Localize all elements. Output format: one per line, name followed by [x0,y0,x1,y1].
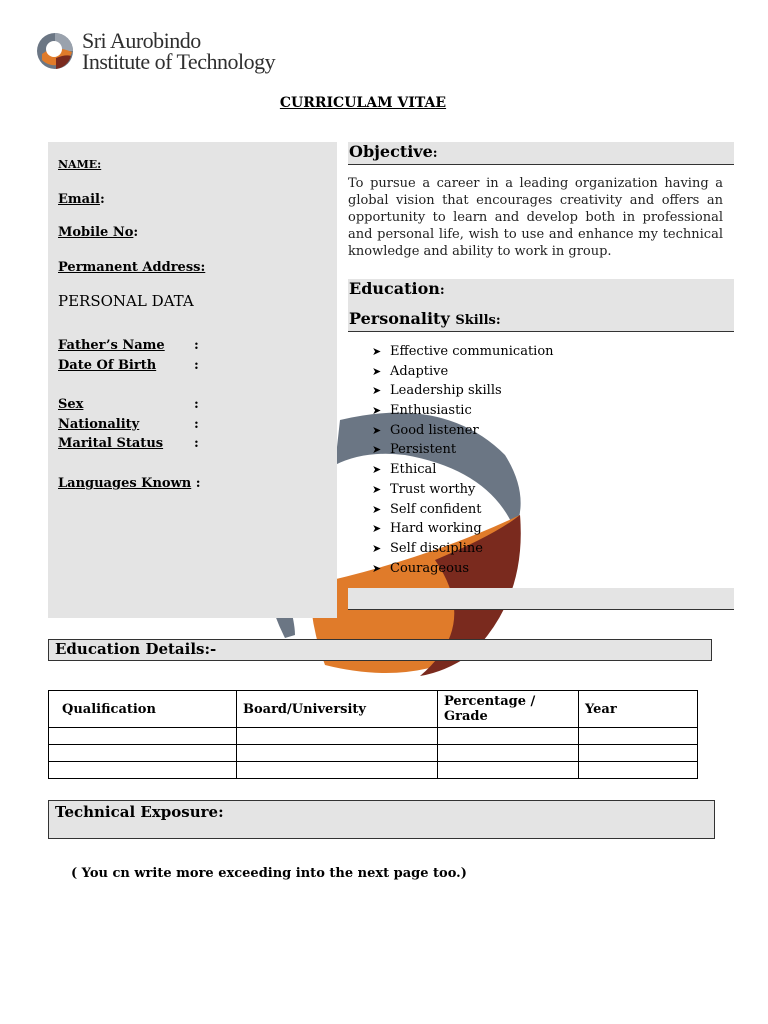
table-cell[interactable] [237,762,438,779]
arrow-bullet-icon: ➤ [372,522,382,536]
list-item: ➤ Leadership skills [372,381,554,401]
table-cell[interactable] [579,728,698,745]
table-row [49,745,698,762]
left-panel [48,142,337,618]
education-heading: Education: [349,279,445,298]
arrow-bullet-icon: ➤ [372,482,382,496]
objective-text: To pursue a career in a leading organization having a global vision that encourages creativity and offers an opportunity to learn and develop both in professional and personal life, wish to use and enhance my technical knowledge and ability to work in group. [348,176,723,259]
column-header-qualification: Qualification [49,691,237,728]
table-row [49,728,698,745]
skills-list [372,342,554,578]
list-item: ➤ Persistent [372,440,554,460]
table-row [49,762,698,779]
marital-status-colon: : [194,436,199,451]
nationality-label: Nationality [58,417,140,432]
column-header-percentage: Percentage / Grade [438,691,579,728]
list-item: ➤ Trust worthy [372,480,554,500]
institute-logo-icon [34,30,76,72]
table-cell[interactable] [49,745,237,762]
email-label: Email: [58,192,105,207]
list-item: ➤ Ethical [372,460,554,480]
list-item: ➤ Self confident [372,500,554,520]
table-cell[interactable] [237,745,438,762]
arrow-bullet-icon: ➤ [372,404,382,418]
education-details-section [48,639,712,661]
list-item: ➤ Hard working [372,519,554,539]
fathers-name-label: Father’s Name [58,338,165,353]
institute-name [82,30,275,72]
sex-label: Sex [58,397,84,412]
personal-data-heading: PERSONAL DATA [58,292,194,310]
table-cell[interactable] [438,762,579,779]
arrow-bullet-icon: ➤ [372,541,382,555]
arrow-bullet-icon: ➤ [372,561,382,575]
technical-exposure-section [48,800,715,839]
table-cell[interactable] [579,762,698,779]
footnote: ( You cn write more exceeding into the next page too.) [71,866,467,881]
table-cell[interactable] [49,728,237,745]
arrow-bullet-icon: ➤ [372,502,382,516]
arrow-bullet-icon: ➤ [372,384,382,398]
list-item: ➤ Good listener [372,421,554,441]
list-item: ➤ Effective communication [372,342,554,362]
table-cell[interactable] [438,728,579,745]
column-header-year: Year [579,691,698,728]
arrow-bullet-icon: ➤ [372,364,382,378]
table-cell[interactable] [49,762,237,779]
arrow-bullet-icon: ➤ [372,463,382,477]
table-header-row [49,691,698,728]
fathers-name-colon: : [194,338,199,353]
education-details-heading: Education Details:- [55,640,217,658]
column-header-board: Board/University [237,691,438,728]
languages-known-label: Languages Known : [58,476,201,491]
list-item: ➤ Self discipline [372,539,554,559]
arrow-bullet-icon: ➤ [372,443,382,457]
list-item: ➤ Enthusiastic [372,401,554,421]
list-item: ➤ Adaptive [372,362,554,382]
arrow-bullet-icon: ➤ [372,423,382,437]
sex-colon: : [194,397,199,412]
nationality-colon: : [194,417,199,432]
education-table [48,690,698,779]
arrow-bullet-icon: ➤ [372,345,382,358]
table-cell[interactable] [438,745,579,762]
name-label: NAME: [58,158,102,171]
objective-heading: Objective: [349,142,438,161]
logo-line-2: Institute of Technology [82,49,276,74]
mobile-label: Mobile No: [58,225,139,240]
page-title: CURRICULAM VITAE [279,95,447,111]
marital-status-label: Marital Status [58,436,164,451]
date-of-birth-colon: : [194,358,199,373]
technical-exposure-heading: Technical Exposure: [55,803,224,821]
personality-heading: Personality Skills: [349,309,501,328]
empty-section-bar [348,588,734,610]
objective-section [348,142,734,165]
logo-line-1: Sri Aurobindo [82,28,201,53]
address-label: Permanent Address: [58,260,206,275]
list-item: ➤ Courageous [372,559,554,579]
date-of-birth-label: Date Of Birth [58,358,157,373]
education-personality-section [348,279,734,332]
table-cell[interactable] [579,745,698,762]
table-cell[interactable] [237,728,438,745]
